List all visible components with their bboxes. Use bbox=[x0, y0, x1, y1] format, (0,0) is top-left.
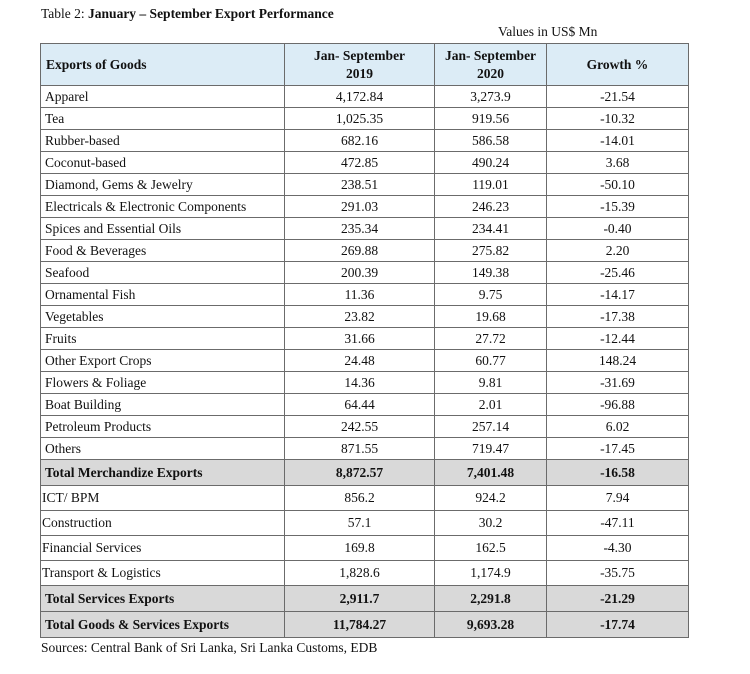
source-note: Sources: Central Bank of Sri Lanka, Sri Lanka Customs, EDB bbox=[41, 640, 378, 655]
table-row bbox=[41, 86, 689, 108]
label-cell: Total Merchandize Exports bbox=[41, 460, 285, 486]
label-cell: Diamond, Gems & Jewelry bbox=[41, 174, 285, 196]
value-2019-cell: 64.44 bbox=[285, 394, 435, 416]
label-cell: Petroleum Products bbox=[41, 416, 285, 438]
table-row bbox=[41, 486, 689, 511]
value-2020-cell: 1,174.9 bbox=[435, 561, 547, 586]
growth-cell: -96.88 bbox=[547, 394, 689, 416]
table-row bbox=[41, 306, 689, 328]
value-2019-cell: 238.51 bbox=[285, 174, 435, 196]
label-cell: Total Goods & Services Exports bbox=[41, 612, 285, 638]
label-cell: Financial Services bbox=[41, 536, 285, 561]
value-2020-cell: 149.38 bbox=[435, 262, 547, 284]
value-2020-cell: 924.2 bbox=[435, 486, 547, 511]
value-2020-cell: 234.41 bbox=[435, 218, 547, 240]
label-cell: Electricals & Electronic Components bbox=[41, 196, 285, 218]
value-2020-cell: 2,291.8 bbox=[435, 586, 547, 612]
table-number: Table 2: bbox=[41, 6, 85, 21]
value-2019-cell: 1,025.35 bbox=[285, 108, 435, 130]
growth-cell: -16.58 bbox=[547, 460, 689, 486]
value-2020-cell: 490.24 bbox=[435, 152, 547, 174]
value-2019-cell: 1,828.6 bbox=[285, 561, 435, 586]
growth-cell: -50.10 bbox=[547, 174, 689, 196]
label-cell: Coconut-based bbox=[41, 152, 285, 174]
value-2020-cell: 9.81 bbox=[435, 372, 547, 394]
label-cell: Flowers & Foliage bbox=[41, 372, 285, 394]
table-title-text: January – September Export Performance bbox=[88, 6, 334, 21]
growth-cell: 148.24 bbox=[547, 350, 689, 372]
growth-cell: -14.17 bbox=[547, 284, 689, 306]
table-row bbox=[41, 262, 689, 284]
value-2019-cell: 291.03 bbox=[285, 196, 435, 218]
label-cell: Seafood bbox=[41, 262, 285, 284]
table-row bbox=[41, 196, 689, 218]
growth-cell: -15.39 bbox=[547, 196, 689, 218]
label-cell: Rubber-based bbox=[41, 130, 285, 152]
value-2019-cell: 235.34 bbox=[285, 218, 435, 240]
growth-cell: -17.74 bbox=[547, 612, 689, 638]
table-row bbox=[41, 536, 689, 561]
value-2019-cell: 856.2 bbox=[285, 486, 435, 511]
value-2019-cell: 2,911.7 bbox=[285, 586, 435, 612]
value-2020-cell: 7,401.48 bbox=[435, 460, 547, 486]
value-2020-cell: 19.68 bbox=[435, 306, 547, 328]
value-2020-cell: 246.23 bbox=[435, 196, 547, 218]
header-2019-line1: Jan- September bbox=[313, 47, 406, 63]
value-2020-cell: 30.2 bbox=[435, 511, 547, 536]
value-2019-cell: 8,872.57 bbox=[285, 460, 435, 486]
table-row bbox=[41, 240, 689, 262]
value-2020-cell: 3,273.9 bbox=[435, 86, 547, 108]
table-row bbox=[41, 130, 689, 152]
label-cell: Apparel bbox=[41, 86, 285, 108]
value-2020-cell: 9,693.28 bbox=[435, 612, 547, 638]
value-2020-cell: 27.72 bbox=[435, 328, 547, 350]
table-title bbox=[41, 6, 334, 22]
value-2019-cell: 11,784.27 bbox=[285, 612, 435, 638]
growth-cell: 3.68 bbox=[547, 152, 689, 174]
growth-cell: -17.38 bbox=[547, 306, 689, 328]
label-cell: Food & Beverages bbox=[41, 240, 285, 262]
growth-cell: -21.54 bbox=[547, 86, 689, 108]
value-2020-cell: 60.77 bbox=[435, 350, 547, 372]
label-cell: Boat Building bbox=[41, 394, 285, 416]
growth-cell: -10.32 bbox=[547, 108, 689, 130]
growth-cell: -14.01 bbox=[547, 130, 689, 152]
value-2020-cell: 919.56 bbox=[435, 108, 547, 130]
value-2020-cell: 719.47 bbox=[435, 438, 547, 460]
value-2020-cell: 2.01 bbox=[435, 394, 547, 416]
header-2019-line2: 2019 bbox=[346, 65, 373, 81]
header-2020 bbox=[435, 44, 547, 86]
label-cell: Total Services Exports bbox=[41, 586, 285, 612]
value-2019-cell: 242.55 bbox=[285, 416, 435, 438]
table-row bbox=[41, 561, 689, 586]
label-cell: Transport & Logistics bbox=[41, 561, 285, 586]
growth-cell: -21.29 bbox=[547, 586, 689, 612]
label-cell: Fruits bbox=[41, 328, 285, 350]
table-row bbox=[41, 152, 689, 174]
value-2020-cell: 9.75 bbox=[435, 284, 547, 306]
value-2019-cell: 14.36 bbox=[285, 372, 435, 394]
header-2020-line2: 2020 bbox=[477, 65, 504, 81]
label-cell: Others bbox=[41, 438, 285, 460]
table-row bbox=[41, 328, 689, 350]
growth-cell: -25.46 bbox=[547, 262, 689, 284]
header-growth: Growth % bbox=[547, 44, 689, 86]
growth-cell: 2.20 bbox=[547, 240, 689, 262]
value-2019-cell: 169.8 bbox=[285, 536, 435, 561]
label-cell: Spices and Essential Oils bbox=[41, 218, 285, 240]
export-performance-table bbox=[40, 43, 689, 638]
total-services-row bbox=[41, 586, 689, 612]
label-cell: ICT/ BPM bbox=[41, 486, 285, 511]
table-row bbox=[41, 108, 689, 130]
growth-cell: -35.75 bbox=[547, 561, 689, 586]
table-row bbox=[41, 438, 689, 460]
value-2020-cell: 119.01 bbox=[435, 174, 547, 196]
label-cell: Construction bbox=[41, 511, 285, 536]
table-row bbox=[41, 372, 689, 394]
table-row bbox=[41, 416, 689, 438]
value-2019-cell: 11.36 bbox=[285, 284, 435, 306]
value-2020-cell: 257.14 bbox=[435, 416, 547, 438]
growth-cell: -12.44 bbox=[547, 328, 689, 350]
table-row bbox=[41, 511, 689, 536]
header-exports-of-goods: Exports of Goods bbox=[41, 44, 285, 86]
label-cell: Other Export Crops bbox=[41, 350, 285, 372]
table-row bbox=[41, 394, 689, 416]
table-row bbox=[41, 218, 689, 240]
growth-cell: -0.40 bbox=[547, 218, 689, 240]
label-cell: Vegetables bbox=[41, 306, 285, 328]
value-2019-cell: 682.16 bbox=[285, 130, 435, 152]
value-2020-cell: 275.82 bbox=[435, 240, 547, 262]
total-merchandize-row bbox=[41, 460, 689, 486]
value-2019-cell: 871.55 bbox=[285, 438, 435, 460]
label-cell: Tea bbox=[41, 108, 285, 130]
growth-cell: -31.69 bbox=[547, 372, 689, 394]
growth-cell: -4.30 bbox=[547, 536, 689, 561]
value-2019-cell: 31.66 bbox=[285, 328, 435, 350]
value-2019-cell: 57.1 bbox=[285, 511, 435, 536]
value-2019-cell: 200.39 bbox=[285, 262, 435, 284]
table-row bbox=[41, 174, 689, 196]
growth-cell: 7.94 bbox=[547, 486, 689, 511]
value-2019-cell: 472.85 bbox=[285, 152, 435, 174]
value-2019-cell: 269.88 bbox=[285, 240, 435, 262]
table-row bbox=[41, 350, 689, 372]
header-2020-line1: Jan- September bbox=[444, 47, 537, 63]
value-2019-cell: 23.82 bbox=[285, 306, 435, 328]
value-2020-cell: 586.58 bbox=[435, 130, 547, 152]
growth-cell: -47.11 bbox=[547, 511, 689, 536]
header-row bbox=[41, 44, 689, 86]
table-row bbox=[41, 284, 689, 306]
value-2019-cell: 4,172.84 bbox=[285, 86, 435, 108]
growth-cell: -17.45 bbox=[547, 438, 689, 460]
total-goods-services-row bbox=[41, 612, 689, 638]
value-2019-cell: 24.48 bbox=[285, 350, 435, 372]
growth-cell: 6.02 bbox=[547, 416, 689, 438]
label-cell: Ornamental Fish bbox=[41, 284, 285, 306]
value-2020-cell: 162.5 bbox=[435, 536, 547, 561]
header-2019 bbox=[285, 44, 435, 86]
units-note: Values in US$ Mn bbox=[498, 24, 598, 39]
